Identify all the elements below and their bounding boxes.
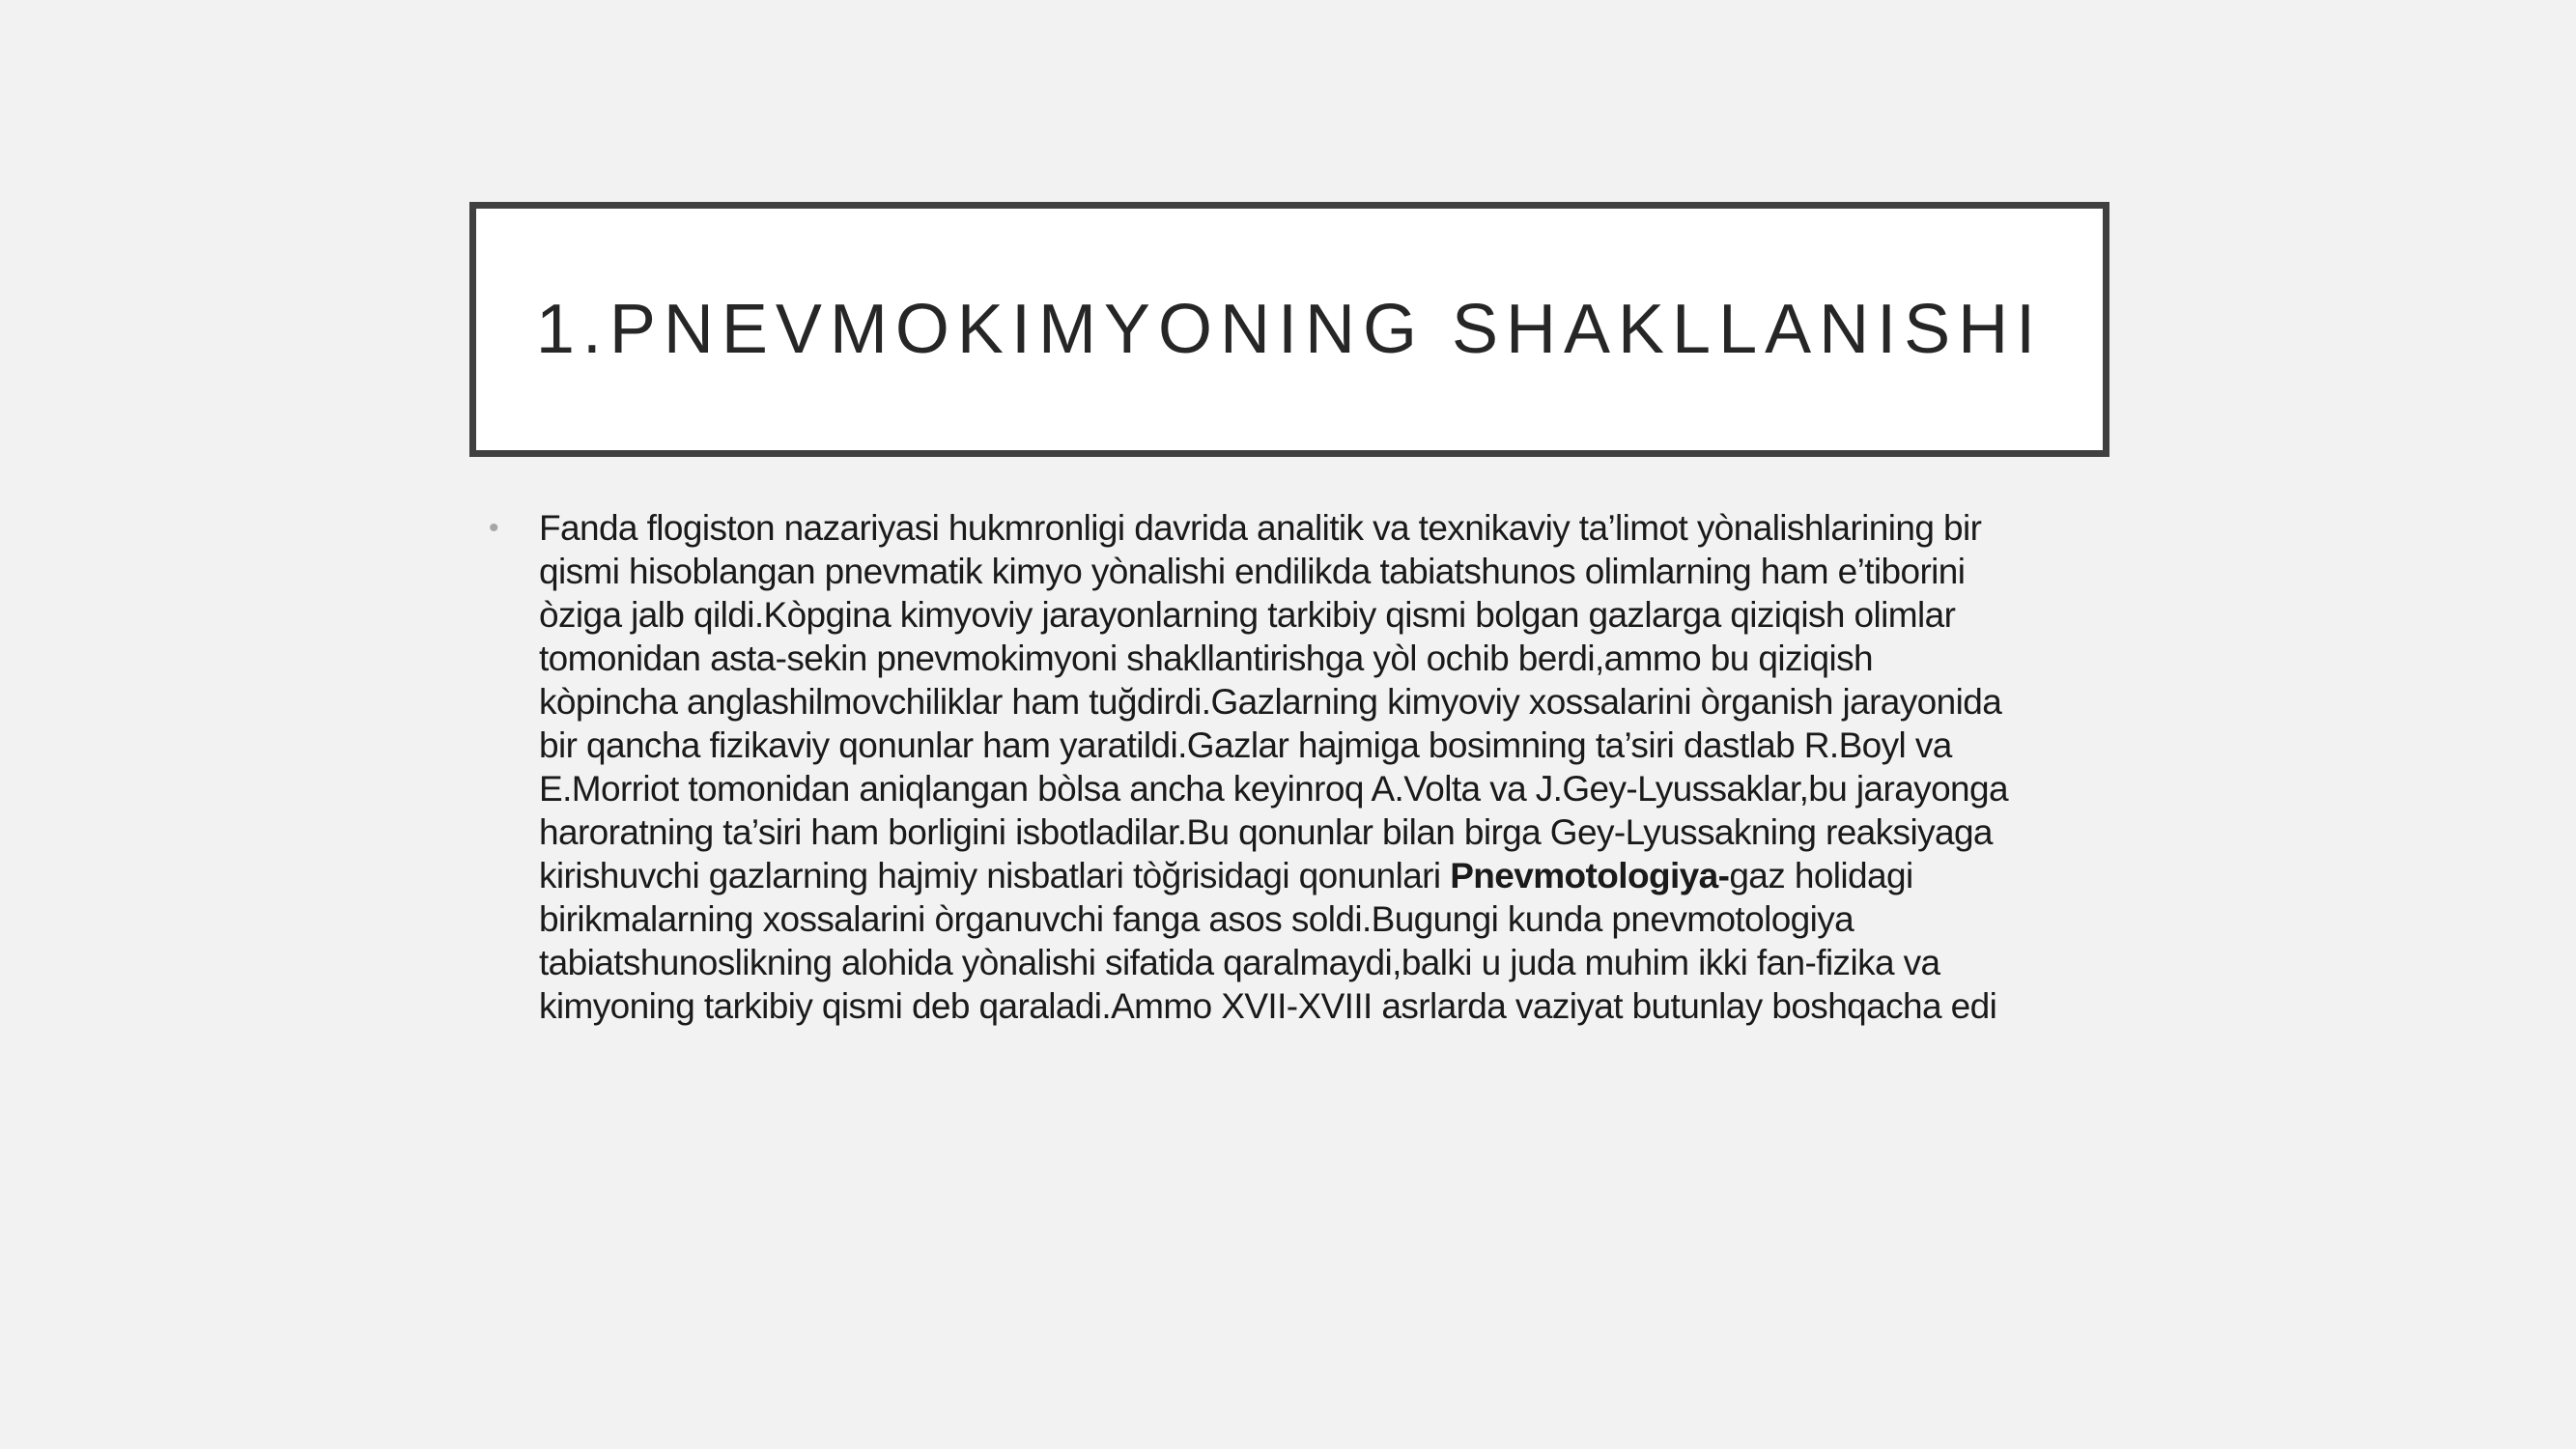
paragraph-line: kimyoning tarkibiy qismi deb qaraladi.Ammo XVII-XVIII asrlarda vaziyat butunlay boshqacha edi — [539, 986, 1997, 1026]
bullet-item — [489, 506, 2102, 1028]
line-text: kirishuvchi gazlarning hajmiy nisbatlari tòğrisidagi qonunlari — [539, 856, 1451, 895]
paragraph-line: òziga jalb qildi.Kòpgina kimyoviy jarayonlarning tarkibiy qismi bolgan gazlarga qiziqish olimlar — [539, 595, 1956, 635]
paragraph-line: bir qancha fizikaviy qonunlar ham yaratildi.Gazlar hajmiga bosimning ta’siri dastlab R.Boyl va — [539, 725, 1952, 765]
paragraph-line: kòpincha anglashilmovchiliklar ham tuğdirdi.Gazlarning kimyoviy xossalarini òrganish jarayonida — [539, 682, 2002, 722]
paragraph-line: haroratning ta’siri ham borligini isbotladilar.Bu qonunlar bilan birga Gey-Lyussakning reaksiyaga — [539, 812, 1993, 852]
paragraph-line: Fanda flogiston nazariyasi hukmronligi davrida analitik va texnikaviy ta’limot yònalishlarining bir — [539, 508, 1982, 548]
bullet-dot-icon: • — [489, 512, 499, 544]
paragraph-line: tomonidan asta-sekin pnevmokimyoni shakllantirishga yòl ochib berdi,ammo bu qiziqish — [539, 639, 1873, 678]
paragraph-line: birikmalarning xossalarini òrganuvchi fanga asos soldi.Bugungi kunda pnevmotologiya — [539, 899, 1854, 939]
paragraph-line — [539, 854, 2102, 897]
title-box — [469, 202, 2109, 457]
slide-title: 1.PNEVMOKIMYONING SHAKLLANISHI — [535, 291, 2044, 368]
paragraph-line: tabiatshunoslikning alohida yònalishi sifatida qaralmaydi,balki u juda muhim ikki fan-fizika va — [539, 943, 1940, 982]
bold-term: Pnevmotologiya- — [1450, 856, 1730, 895]
paragraph-line: E.Morriot tomonidan aniqlangan bòlsa ancha keyinroq A.Volta va J.Gey-Lyussaklar,bu jarayonga — [539, 769, 2008, 809]
slide-body — [489, 506, 2102, 1028]
paragraph-line: qismi hisoblangan pnevmatik kimyo yònalishi endilikda tabiatshunos olimlarning ham e’tiborini — [539, 552, 1966, 591]
paragraph — [539, 506, 2102, 1028]
line-text: gaz holidagi — [1729, 856, 1913, 895]
